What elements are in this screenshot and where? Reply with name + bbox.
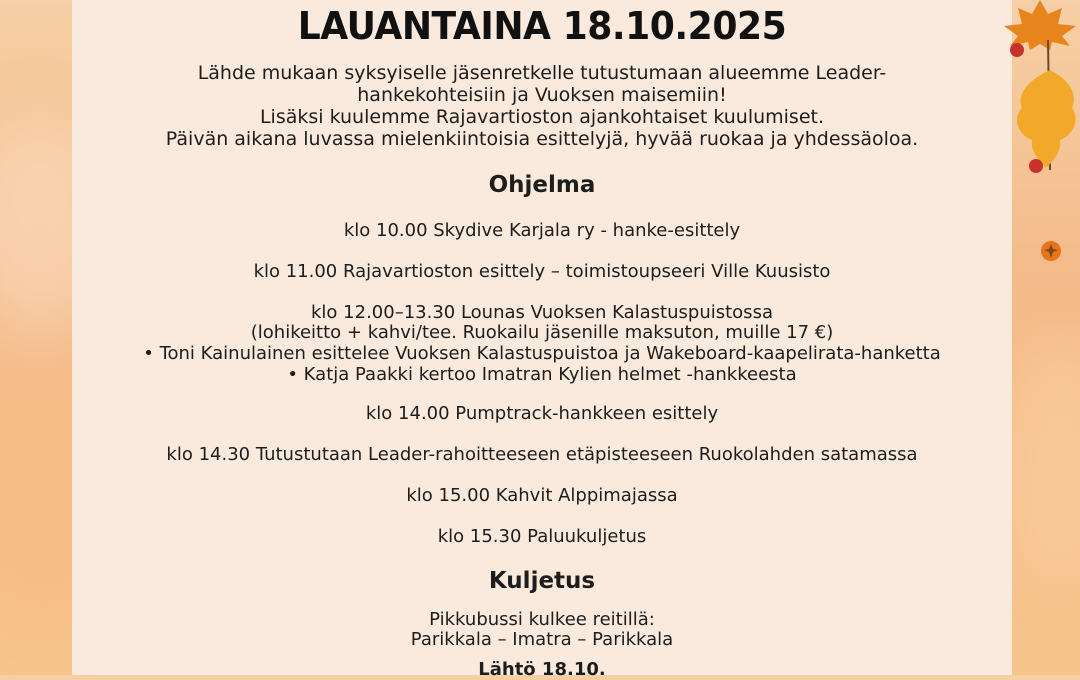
departure-text: Lähtö 18.10. — [478, 659, 606, 680]
program-item-bullet: • Katja Paakki kertoo Imatran Kylien helmet -hankkeesta — [287, 364, 797, 385]
content-panel — [72, 0, 1012, 680]
oak-leaf-icon — [1017, 70, 1076, 168]
event-date-title: LAUANTAINA 18.10.2025 — [297, 4, 787, 48]
transport-line: Parikkala – Imatra – Parikkala — [410, 629, 674, 650]
berry-decoration — [1038, 238, 1064, 264]
program-item-note: (lohikeitto + kahvi/tee. Ruokailu jäsenille maksuton, muille 17 €) — [250, 322, 834, 343]
program-item: klo 12.00–13.30 Lounas Vuoksen Kalastuspuistossa — [311, 302, 773, 323]
program-item: klo 10.00 Skydive Karjala ry - hanke-esittely — [343, 220, 741, 241]
background-blot — [1000, 330, 1080, 590]
program-item: klo 14.00 Pumptrack-hankkeen esittely — [365, 403, 719, 424]
transport-heading: Kuljetus — [488, 568, 596, 594]
program-item: klo 14.30 Tutustutaan Leader-rahoitteeseen etäpisteeseen Ruokolahden satamassa — [166, 444, 918, 465]
intro-text — [72, 62, 1012, 150]
program-item: klo 15.00 Kahvit Alppimajassa — [406, 485, 678, 506]
intro-line: Lisäksi kuulemme Rajavartioston ajankohtaiset kuulumiset. — [259, 106, 825, 128]
intro-line: Lähde mukaan syksyiselle jäsenretkelle tutustumaan alueemme Leader- — [197, 62, 887, 84]
berry-icon — [1010, 43, 1024, 57]
program-item: klo 11.00 Rajavartioston esittely – toimistoupseeri Ville Kuusisto — [253, 261, 831, 282]
program-heading: Ohjelma — [488, 172, 596, 198]
program-item: klo 15.30 Paluukuljetus — [437, 526, 647, 547]
intro-line: hankekohteisiin ja Vuoksen maisemiin! — [357, 84, 727, 106]
program-item-bullet: • Toni Kainulainen esittelee Vuoksen Kalastuspuistoa ja Wakeboard-kaapelirata-hanketta — [143, 343, 941, 364]
berry-icon — [1029, 159, 1043, 173]
autumn-leaves-decoration — [1000, 0, 1080, 200]
transport-line: Pikkubussi kulkee reitillä: — [429, 609, 655, 630]
maple-leaf-icon — [1004, 0, 1076, 50]
intro-line: Päivän aikana luvassa mielenkiintoisia esittelyjä, hyvää ruokaa ja yhdessäoloa. — [165, 128, 919, 150]
